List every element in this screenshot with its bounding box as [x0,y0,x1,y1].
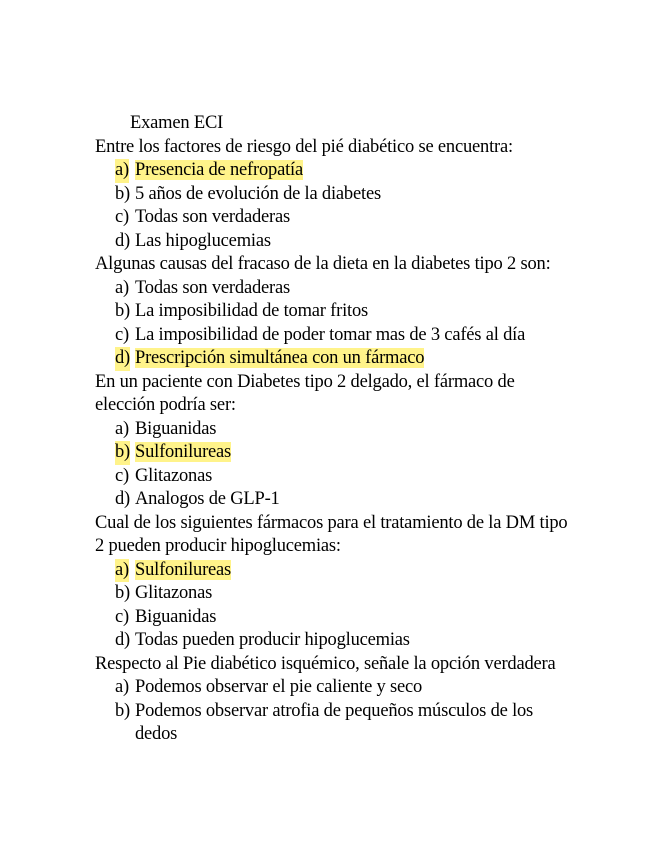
answer-option [95,582,575,606]
option-letter: a) [115,677,129,697]
answer-option [95,488,575,512]
question-text: Entre los factores de riesgo del pié diabético se encuentra: [95,136,513,157]
option-letter: b) [115,301,131,321]
option-letter: b) [115,700,131,721]
answer-option [95,230,575,254]
option-text: Todas son verdaderas [135,207,290,227]
option-text: Analogos de GLP-1 [135,489,280,509]
answer-option [95,300,575,324]
answer-option [95,606,575,630]
option-text: Todas son verdaderas [135,277,290,298]
question-text: En un paciente con Diabetes tipo 2 delgado, el fármaco de elección podría ser: [95,371,515,415]
option-text: Biguanidas [135,418,217,439]
answer-option [95,559,575,583]
question-text: Respecto al Pie diabético isquémico, señale la opción verdadera [95,653,556,674]
option-text: Podemos observar el pie caliente y seco [135,677,423,697]
option-text: Podemos observar atrofia de pequeños músculos de los dedos [135,700,534,744]
highlighted-answer-text: Sulfonilureas [135,559,232,580]
answer-option [95,700,575,747]
answer-option [95,418,575,442]
option-text: La imposibilidad de tomar fritos [135,301,369,321]
option-letter: c) [115,465,129,486]
option-letter: a) [115,418,129,439]
answer-option [95,676,575,700]
answer-option [95,347,575,371]
option-text: Las hipoglucemias [135,230,271,251]
answer-option [95,441,575,465]
question-text: Algunas causas del fracaso de la dieta en la diabetes tipo 2 son: [95,254,551,274]
option-list [95,418,575,512]
answer-option [95,324,575,348]
option-letter: b) [115,583,131,603]
option-letter: d) [115,489,131,509]
option-list [95,277,575,371]
exam-title: Examen ECI [130,113,224,133]
option-text: Biguanidas [135,606,217,627]
option-letter: c) [115,207,129,227]
highlighted-answer-text: Prescripción simultánea con un fármaco [135,348,425,368]
question-text: Cual de los siguientes fármacos para el tratamiento de la DM tipo 2 pueden producir hipoglucemias: [95,512,568,556]
option-text: Todas pueden producir hipoglucemias [135,630,410,650]
option-text: Glitazonas [135,465,213,486]
option-text: Glitazonas [135,583,213,603]
highlighted-answer-text: Presencia de nefropatía [135,160,303,180]
option-letter: d) [115,230,131,251]
option-letter: d) [115,630,131,650]
exam-document [95,112,575,747]
answer-option [95,159,575,183]
answer-option [95,465,575,489]
answer-option [95,629,575,653]
option-letter: a) [115,159,129,183]
option-letter: b) [115,441,130,465]
option-text: 5 años de evolución de la diabetes [135,183,381,204]
answer-option [95,206,575,230]
question-list [95,136,575,747]
option-list [95,559,575,653]
option-list [95,676,575,747]
option-letter: c) [115,606,129,627]
option-letter: a) [115,559,129,583]
highlighted-answer-text: Sulfonilureas [135,442,232,462]
option-list [95,159,575,253]
option-text: La imposibilidad de poder tomar mas de 3 cafés al día [135,324,526,345]
option-letter: c) [115,324,129,345]
answer-option [95,183,575,207]
option-letter: a) [115,277,129,298]
answer-option [95,277,575,301]
option-letter: d) [115,347,130,371]
option-letter: b) [115,183,131,204]
